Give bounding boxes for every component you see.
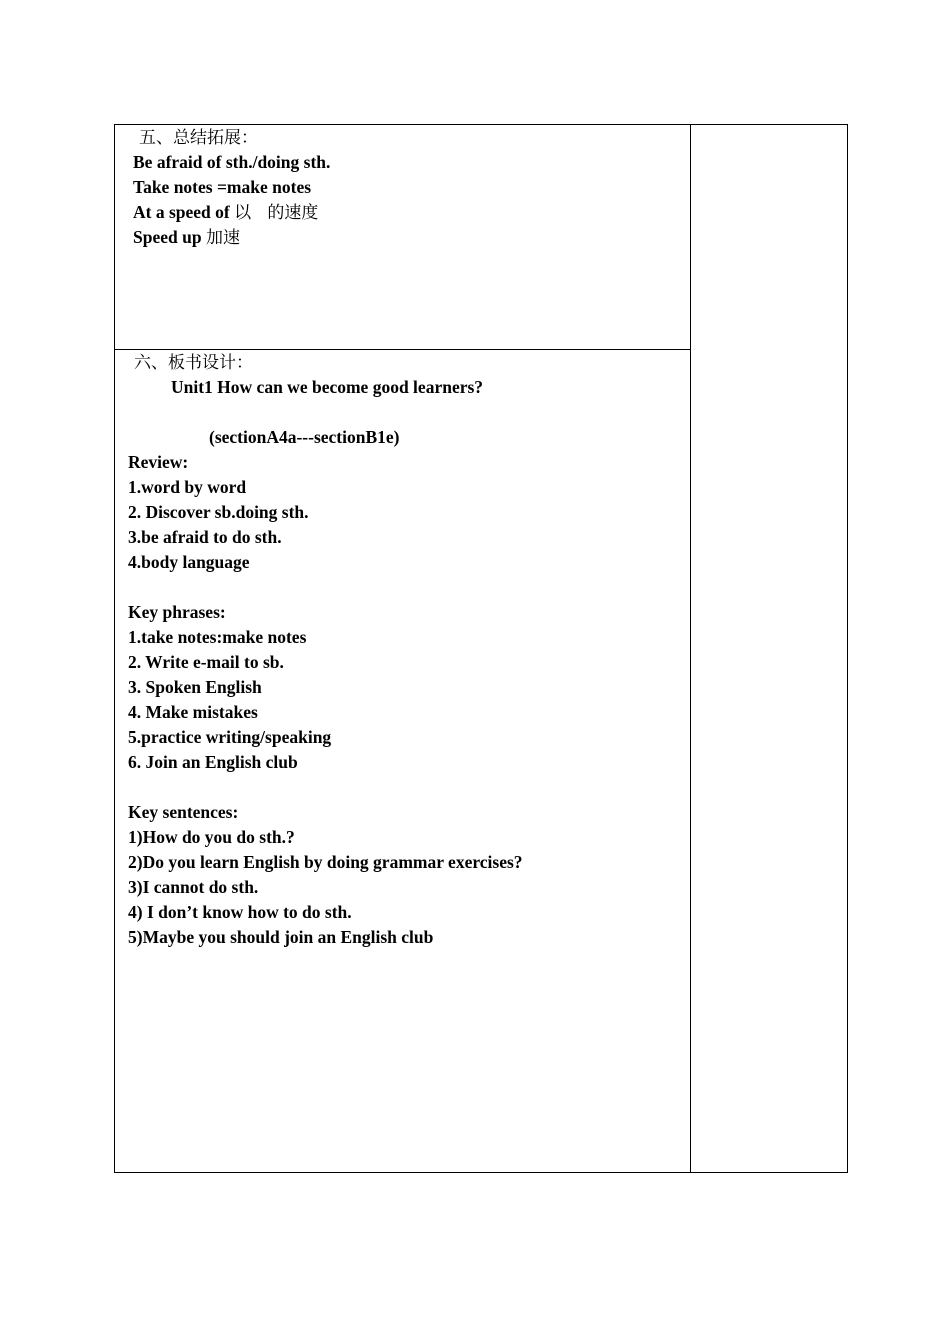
list-item: 2)Do you learn English by doing grammar exercises?	[128, 852, 523, 872]
summary-item: Take notes =make notes	[133, 177, 312, 197]
summary-section	[115, 125, 690, 250]
list-item: 4) I don’t know how to do sth.	[128, 902, 352, 922]
summary-item: Speed up 加速	[133, 227, 240, 248]
board-section-range: (sectionA4a---sectionB1e)	[209, 427, 400, 447]
lesson-plan-table	[114, 124, 848, 1173]
list-item: 3)I cannot do sth.	[128, 877, 259, 897]
summary-heading: 五、总结拓展：	[139, 128, 258, 148]
list-item: 1.take notes:make notes	[128, 627, 307, 647]
list-item: 1.word by word	[128, 477, 247, 497]
key-phrases-label: Key phrases:	[128, 602, 226, 622]
list-item: 2. Discover sb.doing sth.	[128, 502, 309, 522]
notes-side-column	[690, 125, 847, 1173]
board-title: Unit1 How can we become good learners?	[171, 377, 484, 397]
list-item: 4.body language	[128, 552, 250, 572]
list-item: 3. Spoken English	[128, 677, 262, 697]
summary-cell	[115, 125, 691, 350]
list-item: 1)How do you do sth.?	[128, 827, 295, 847]
list-item: 4. Make mistakes	[128, 702, 258, 722]
list-item: 2. Write e-mail to sb.	[128, 652, 284, 672]
key-sentences-label: Key sentences:	[128, 802, 239, 822]
board-heading: 六、板书设计：	[134, 353, 253, 373]
board-design-cell	[115, 350, 691, 1173]
review-label: Review:	[128, 452, 189, 472]
list-item: 6. Join an English club	[128, 752, 298, 772]
list-item: 3.be afraid to do sth.	[128, 527, 282, 547]
summary-item: At a speed of 以 的速度	[133, 202, 319, 223]
list-item: 5)Maybe you should join an English club	[128, 927, 434, 947]
summary-item: Be afraid of sth./doing sth.	[133, 152, 331, 172]
board-design-section	[115, 350, 690, 950]
list-item: 5.practice writing/speaking	[128, 727, 332, 747]
